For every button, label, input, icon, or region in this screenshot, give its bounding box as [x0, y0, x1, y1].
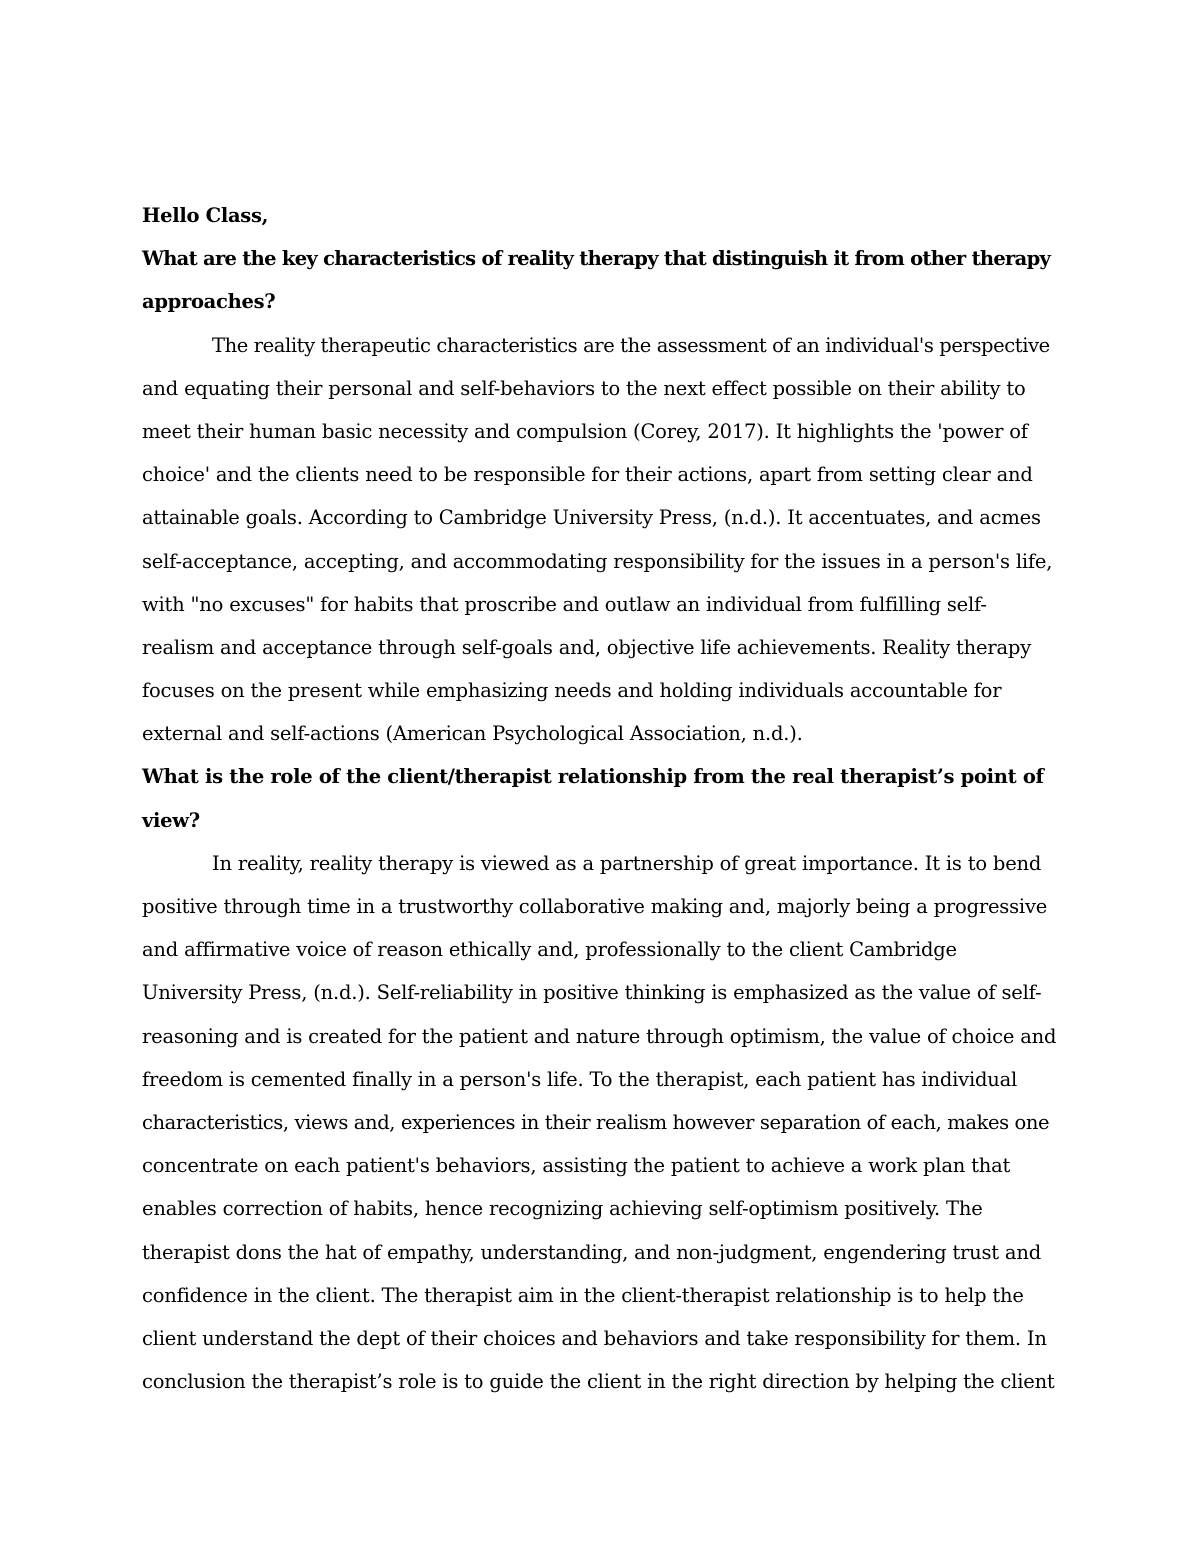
paragraph-line: The reality therapeutic characteristics are the assessment of an individual's perspective	[212, 333, 1050, 357]
paragraph-line: concentrate on each patient's behaviors, assisting the patient to achieve a work plan that	[142, 1154, 1011, 1178]
paragraph-line: therapist dons the hat of empathy, understanding, and non-judgment, engendering trust and	[142, 1240, 1041, 1264]
paragraph-line: positive through time in a trustworthy collaborative making and, majorly being a progressive	[142, 895, 1048, 918]
answer-2-paragraph	[142, 842, 1057, 1403]
paragraph-line: In reality, reality therapy is viewed as a partnership of great importance. It is to bend	[212, 851, 1042, 875]
question-line: What are the key characteristics of reality therapy that distinguish it from other therapy	[142, 247, 1051, 271]
paragraph-line: self-acceptance, accepting, and accommodating responsibility for the issues in a person's life,	[142, 549, 1053, 573]
paragraph-line: external and self-actions (American Psychological Association, n.d.).	[142, 722, 803, 746]
question-1-heading	[142, 237, 1057, 323]
paragraph-line: realism and acceptance through self-goals and, objective life achievements. Reality therapy	[142, 635, 1032, 659]
paragraph-line: and affirmative voice of reason ethically and, professionally to the client Cambridge	[142, 938, 957, 962]
paragraph-line: confidence in the client. The therapist aim in the client-therapist relationship is to help the	[142, 1283, 1024, 1307]
paragraph-line: characteristics, views and, experiences in their realism however separation of each, makes one	[142, 1110, 1050, 1134]
paragraph-line: University Press, (n.d.). Self-reliability in positive thinking is emphasized as the value of self-	[142, 981, 1042, 1005]
paragraph-line: conclusion the therapist’s role is to guide the client in the right direction by helping the client	[142, 1370, 1055, 1394]
paragraph-line: enables correction of habits, hence recognizing achieving self-optimism positively. The	[142, 1197, 983, 1221]
paragraph-line: focuses on the present while emphasizing needs and holding individuals accountable for	[142, 679, 1002, 703]
question-line: view?	[142, 808, 200, 832]
paragraph-line: meet their human basic necessity and compulsion (Corey, 2017). It highlights the 'power of	[142, 419, 1028, 443]
paragraph-line: and equating their personal and self-behaviors to the next effect possible on their ability to	[142, 376, 1026, 400]
paragraph-line: choice' and the clients need to be responsible for their actions, apart from setting clear and	[142, 463, 1033, 487]
paragraph-line: client understand the dept of their choices and behaviors and take responsibility for them. In	[142, 1326, 1047, 1350]
question-2-heading	[142, 755, 1057, 841]
greeting: Hello Class,	[142, 204, 269, 227]
paragraph-line: with "no excuses" for habits that proscribe and outlaw an individual from fulfilling self-	[142, 592, 987, 616]
answer-1-paragraph	[142, 324, 1057, 756]
paragraph-line: attainable goals. According to Cambridge University Press, (n.d.). It accentuates, and acmes	[142, 506, 1041, 530]
document-page	[142, 194, 1057, 1403]
question-line: What is the role of the client/therapist relationship from the real therapist’s point of	[142, 765, 1044, 789]
paragraph-line: freedom is cemented finally in a person's life. To the therapist, each patient has individual	[142, 1067, 1018, 1091]
question-line: approaches?	[142, 290, 276, 314]
paragraph-line: reasoning and is created for the patient and nature through optimism, the value of choice and	[142, 1024, 1057, 1048]
